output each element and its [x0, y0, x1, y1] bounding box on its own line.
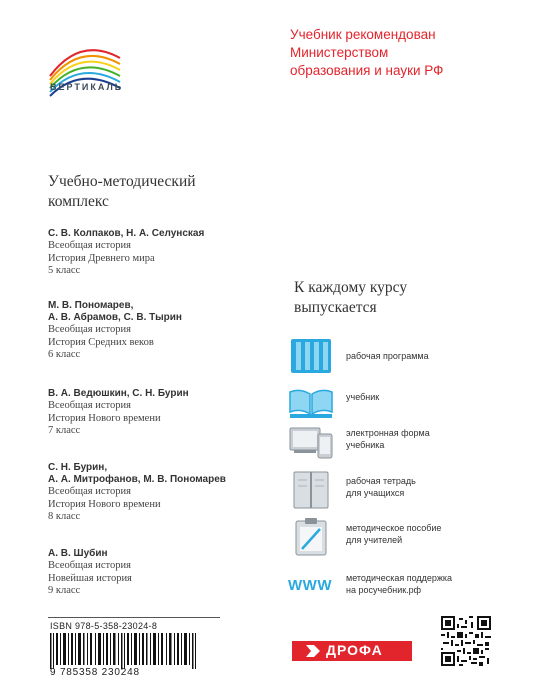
barcode-number: 9 785358 230248: [50, 667, 140, 678]
course-line: Новейшая история: [48, 572, 132, 584]
component-teacher-guide: [288, 517, 518, 561]
course-authors: В. А. Ведюшкин, С. Н. Бурин: [48, 388, 189, 399]
course-line: Всеобщая история: [48, 240, 131, 251]
www-icon-text: WWW: [288, 577, 332, 594]
component-label-line: электронная форма: [346, 428, 430, 438]
open-book-icon: [288, 382, 334, 422]
barcode: [50, 633, 200, 669]
release-title-line: выпускается: [294, 299, 377, 316]
binder-icon: [288, 337, 334, 377]
recommendation-line: образования и науки РФ: [290, 63, 444, 78]
devices-icon: [288, 424, 334, 464]
publisher-mark-icon: [304, 643, 322, 659]
isbn-text: ISBN 978-5-358-23024-8: [50, 621, 158, 631]
component-label: [346, 573, 516, 596]
component-label-line: методическое пособие: [346, 523, 442, 533]
course-9: [48, 548, 288, 598]
course-line: Всеобщая история: [48, 486, 131, 497]
logo-text: ВЕРТИКАЛЬ: [50, 82, 124, 92]
course-line: 9 класс: [48, 585, 81, 596]
complex-title-line: комплекс: [48, 193, 109, 210]
recommendation-line: Министерством: [290, 45, 389, 60]
isbn-divider: [48, 617, 220, 618]
release-title-line: К каждому курсу: [294, 279, 408, 296]
course-line: История Нового времени: [48, 412, 161, 424]
course-authors: А. В. Абрамов, С. В. Тырин: [48, 312, 182, 323]
recommendation-text: [290, 26, 510, 80]
component-label-line: рабочая программа: [346, 351, 429, 361]
component-e-textbook: [288, 424, 518, 468]
notebook-icon: [288, 470, 334, 510]
course-line: История Средних веков: [48, 336, 154, 348]
component-label: [346, 523, 516, 546]
course-6: [48, 300, 288, 362]
component-label-line: для учителей: [346, 534, 403, 545]
course-authors: С. Н. Бурин,: [48, 462, 108, 473]
complex-title-line: Учебно-методический: [48, 173, 196, 190]
clipboard-icon: [288, 517, 334, 557]
course-line: 6 класс: [48, 349, 81, 360]
course-line: Всеобщая история: [48, 400, 131, 411]
component-label-line: для учащихся: [346, 487, 405, 498]
recommendation-line: Учебник рекомендован: [290, 27, 436, 42]
component-workbook: [288, 470, 518, 514]
qr-code: [441, 616, 491, 666]
component-label: [346, 351, 516, 363]
www-icon: [288, 569, 334, 609]
course-authors: С. В. Колпаков, Н. А. Селунская: [48, 228, 205, 239]
component-program: [288, 337, 518, 381]
component-label-line: учебника: [346, 439, 385, 450]
course-authors: М. В. Пономарев,: [48, 300, 134, 311]
course-line: 7 класс: [48, 425, 81, 436]
course-8: [48, 462, 288, 524]
course-line: Всеобщая история: [48, 324, 131, 335]
course-authors: А. А. Митрофанов, М. В. Пономарев: [48, 474, 226, 485]
course-line: 5 класс: [48, 265, 81, 276]
component-label: [346, 476, 516, 499]
component-textbook: [288, 382, 518, 426]
course-line: Всеобщая история: [48, 560, 131, 571]
course-line: История Древнего мира: [48, 252, 155, 264]
component-label-line: методическая поддержка: [346, 573, 453, 583]
course-5: [48, 228, 288, 278]
complex-title: [48, 172, 196, 212]
course-line: 8 класс: [48, 511, 81, 522]
release-title: [294, 278, 407, 318]
course-authors: А. В. Шубин: [48, 548, 108, 559]
publisher-name: ДРОФА: [326, 642, 383, 658]
component-label: [346, 428, 516, 451]
publisher-logo: [292, 641, 412, 661]
component-label-line: учебник: [346, 392, 380, 402]
course-line: История Нового времени: [48, 498, 161, 510]
component-label: [346, 392, 516, 404]
component-label-line: на росучебник.рф: [346, 584, 422, 595]
course-7: [48, 388, 288, 438]
component-web-support: [288, 569, 518, 613]
component-label-line: рабочая тетрадь: [346, 476, 416, 486]
